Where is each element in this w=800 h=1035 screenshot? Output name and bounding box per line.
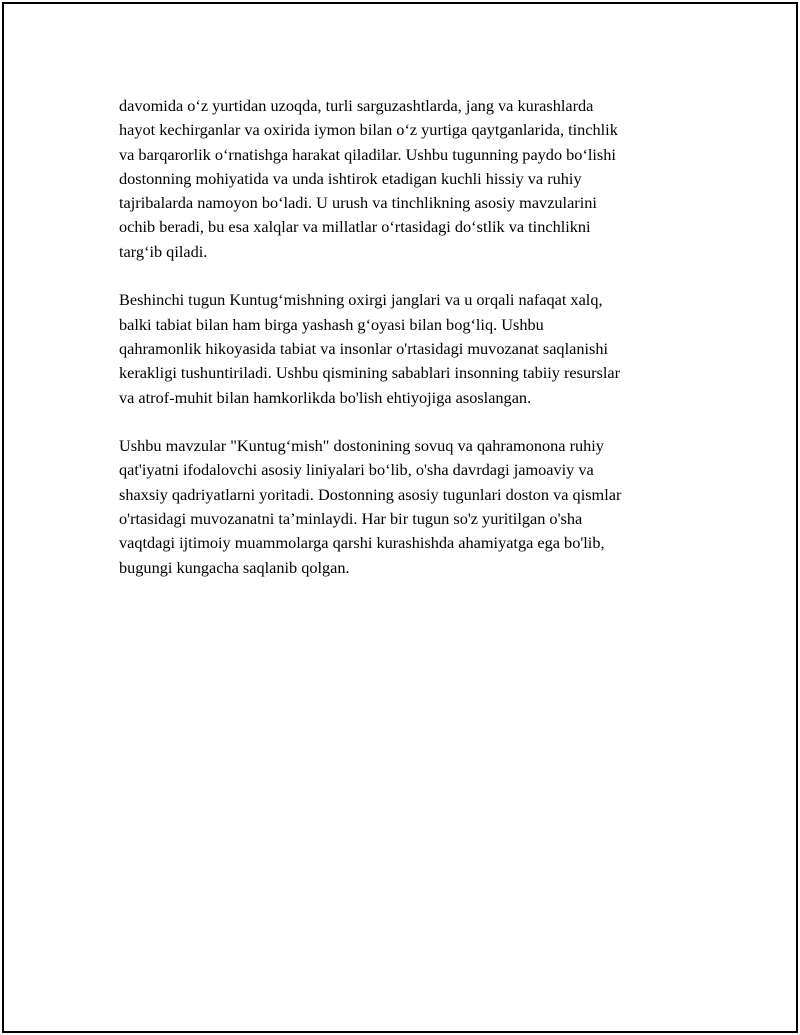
text-line: hayot kechirganlar va oxirida iymon bilan o‘z yurtiga qaytganlarida, tinchlik — [119, 120, 618, 140]
text-line: o'rtasidagi muvozanatni ta’minlaydi. Har bir tugun so'z yuritilgan o'sha — [119, 509, 583, 529]
paragraph-3 — [119, 434, 694, 580]
document-body — [119, 94, 694, 604]
text-line: ochib beradi, bu esa xalqlar va millatlar o‘rtasidagi do‘stlik va tinchlikni — [119, 217, 591, 237]
text-line: Beshinchi tugun Kuntug‘mishning oxirgi janglari va u orqali nafaqat xalq, — [119, 290, 603, 310]
text-line: dostonning mohiyatida va unda ishtirok etadigan kuchli hissiy va ruhiy — [119, 168, 582, 188]
text-line: bugungi kungacha saqlanib qolgan. — [119, 557, 350, 577]
text-line: Ushbu mavzular "Kuntug‘mish" dostonining sovuq va qahramonona ruhiy — [119, 436, 604, 456]
text-line: qahramonlik hikoyasida tabiat va insonlar o'rtasidagi muvozanat saqlanishi — [119, 338, 608, 358]
text-line: kerakligi tushuntiriladi. Ushbu qismining sabablari insonning tabiiy resurslar — [119, 363, 621, 383]
text-line: shaxsiy qadriyatlarni yoritadi. Dostonning asosiy tugunlari doston va qismlar — [119, 484, 622, 504]
text-line: va barqarorlik o‘rnatishga harakat qiladilar. Ushbu tugunning paydo bo‘lishi — [119, 144, 616, 164]
text-line: vaqtdagi ijtimoiy muammolarga qarshi kurashishda ahamiyatga ega bo'lib, — [119, 533, 605, 553]
text-line: targ‘ib qiladi. — [119, 241, 208, 261]
text-line: qat'iyatni ifodalovchi asosiy liniyalari bo‘lib, o'sha davrdagi jamoaviy va — [119, 460, 594, 480]
paragraph-2 — [119, 288, 694, 409]
text-line: va atrof-muhit bilan hamkorlikda bo'lish ehtiyojiga asoslangan. — [119, 387, 532, 407]
text-line: balki tabiat bilan ham birga yashash g‘oyasi bilan bog‘liq. Ushbu — [119, 314, 544, 334]
text-line: davomida o‘z yurtidan uzoqda, turli sarguzashtlarda, jang va kurashlarda — [119, 96, 594, 115]
text-line: tajribalarda namoyon bo‘ladi. U urush va tinchlikning asosiy mavzularini — [119, 193, 597, 213]
paragraph-1 — [119, 94, 694, 264]
